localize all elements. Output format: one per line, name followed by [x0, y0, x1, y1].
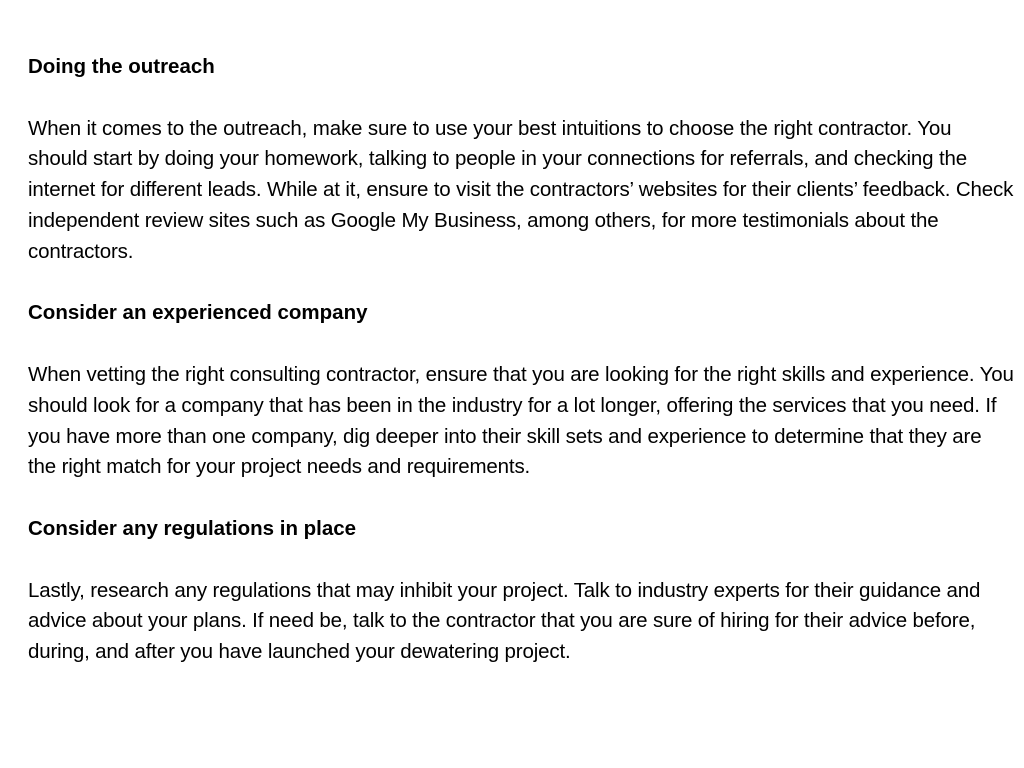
spacer — [28, 329, 1014, 360]
section-paragraph: When vetting the right consulting contractor, ensure that you are looking for the right skills and experience. You should look for a company that has been in the industry for a lot longer, offering the services that you need. If you have more than one company, dig deeper into their skill sets and experience to determine that they are the right match for your project needs and requirements. — [28, 362, 1014, 479]
section-regulations — [28, 514, 1014, 668]
spacer — [28, 268, 1014, 299]
section-heading: Consider any regulations in place — [28, 516, 357, 540]
spacer — [28, 483, 1014, 514]
section-heading: Consider an experienced company — [28, 301, 368, 325]
section-outreach — [28, 52, 1014, 268]
document-content — [28, 52, 1014, 668]
spacer — [28, 545, 1014, 576]
spacer — [28, 83, 1014, 114]
section-paragraph: When it comes to the outreach, make sure to use your best intuitions to choose the right contractor. You should start by doing your homework, talking to people in your connections for referrals, and checking the internet for different leads. While at it, ensure to visit the contractors’ websites for their clients’ feedback. Check independent review sites such as Google My Business, among others, for more testimonials about the contractors. — [28, 116, 1014, 263]
section-paragraph: Lastly, research any regulations that may inhibit your project. Talk to industry experts for their guidance and advice about your plans. If need be, talk to the contractor that you are sure of hiring for their advice before, during, and after you have launched your dewatering project. — [28, 578, 981, 664]
section-experienced-company — [28, 298, 1014, 483]
section-heading: Doing the outreach — [28, 55, 215, 78]
